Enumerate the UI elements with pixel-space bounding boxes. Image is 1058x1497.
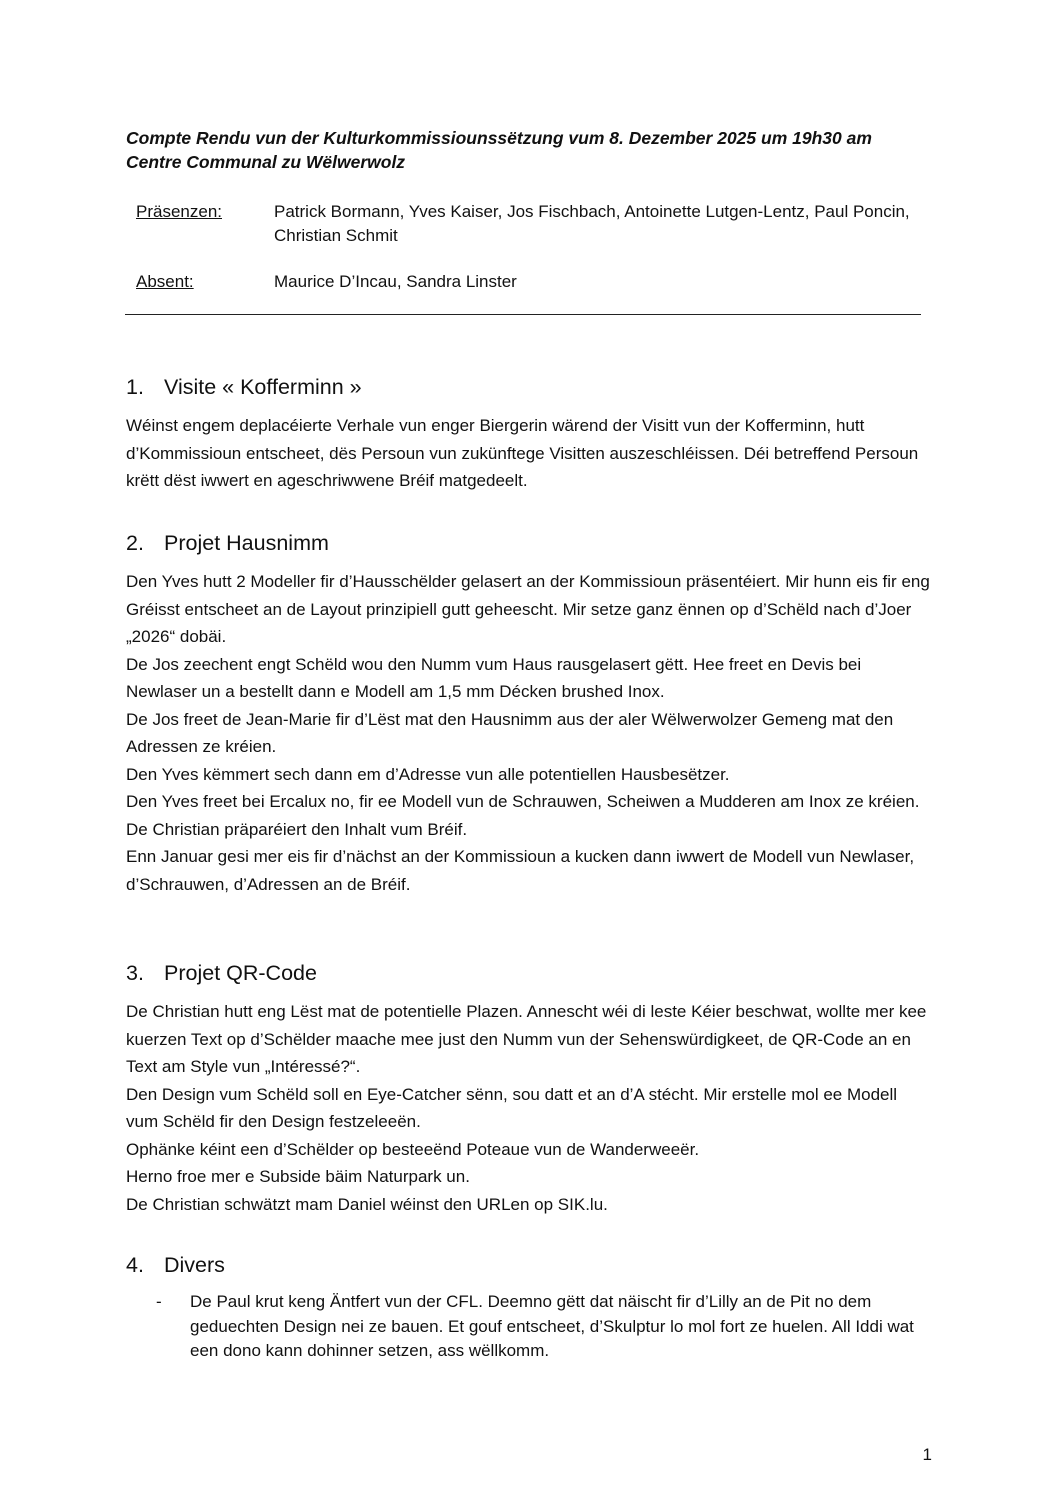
attendance-absent-row <box>126 270 926 294</box>
paragraph: De Christian hutt eng Lëst mat de potentielle Plazen. Annescht wéi di leste Kéier beschwat, wollte mer kee kuerzen Text op d’Schëlder maache mee just den Numm vun der Sehenswürdigkeet, de QR-Code an en Text am Style vun „Intéressé?“. <box>126 1002 927 1076</box>
section-heading <box>126 958 932 988</box>
attendance-absent-label: Absent: <box>136 272 194 291</box>
attendance-present-value: Patrick Bormann, Yves Kaiser, Jos Fischbach, Antoinette Lutgen-Lentz, Paul Poncin, Christian Schmit <box>274 202 910 245</box>
section-heading <box>126 528 932 558</box>
paragraph: Wéinst engem deplacéierte Verhale vun enger Biergerin wärend der Visitt vun der Kofferminn, hutt d’Kommissioun entscheet, dës Persoun vun zukünftege Visitten auszeschléissen. Déi betreffend Persoun krëtt dëst iwwert en ageschriwwene Bréif matgedeelt. <box>126 416 919 490</box>
paragraph: De Christian schwätzt mam Daniel wéinst den URLen op SIK.lu. <box>126 1194 608 1214</box>
header-divider <box>125 314 921 315</box>
list-item <box>156 1290 932 1364</box>
list-item-text: De Paul krut keng Äntfert vun der CFL. Deemno gëtt dat näischt fir d’Lilly an de Pit no dem geduechten Design nei ze bauen. Et gouf entscheet, d’Skulptur lo mol fort ze huelen. All Iddi wat een dono kann dohinner setzen, ass wëllkomm. <box>190 1292 914 1360</box>
paragraph: Den Yves freet bei Ercalux no, fir ee Modell vun de Schrauwen, Scheiwen a Mudderen am Inox ze kréien. <box>126 792 920 811</box>
section-title: Projet Hausnimm <box>164 531 329 555</box>
attendance-present-row <box>126 200 926 248</box>
paragraph: De Christian präparéiert den Inhalt vum Bréif. <box>126 819 468 839</box>
document-title: Compte Rendu vun der Kulturkommissiounssëtzung vum 8. Dezember 2025 um 19h30 am Centre Communal zu Wëlwerwolz <box>126 128 872 172</box>
attendance-present-label: Präsenzen: <box>136 202 222 221</box>
section-title: Divers <box>164 1253 225 1277</box>
section-visite-kofferminn <box>126 372 932 495</box>
section-divers <box>126 1250 932 1364</box>
section-number: 4. <box>126 1253 144 1277</box>
section-projet-qr-code <box>126 958 932 1218</box>
section-heading <box>126 372 932 402</box>
section-title: Projet QR-Code <box>164 961 317 985</box>
attendance-table <box>126 200 926 294</box>
section-number: 1. <box>126 375 144 399</box>
paragraph: Herno froe mer e Subside bäim Naturpark un. <box>126 1167 470 1186</box>
paragraph: Den Yves hutt 2 Modeller fir d’Hausschëlder gelasert an der Kommissioun präsentéiert. Mir hunn eis fir eng Gréisst entscheet an de Layout prinzipiell gutt geheescht. Mir setze ganz ënnen op d’Schëld nach d’Joer „2026“ dobäi. <box>126 572 930 646</box>
section-number: 3. <box>126 961 144 985</box>
section-number: 2. <box>126 531 144 555</box>
section-title: Visite « Kofferminn » <box>164 375 362 399</box>
paragraph: De Jos freet de Jean-Marie fir d’Lëst mat den Hausnimm aus der aler Wëlwerwolzer Gemeng mat den Adressen ze kréien. <box>126 709 894 756</box>
section-heading <box>126 1250 932 1280</box>
attendance-absent-value: Maurice D’Incau, Sandra Linster <box>274 272 517 291</box>
paragraph: Den Design vum Schëld soll en Eye-Catcher sënn, sou datt et an d’A stécht. Mir erstelle mol ee Modell vum Schëld fir den Design festzeleeën. <box>126 1084 898 1131</box>
section-projet-hausnimm <box>126 528 932 898</box>
paragraph: Den Yves këmmert sech dann em d’Adresse vun alle potentiellen Hausbesëtzer. <box>126 764 730 784</box>
bullet-marker: - <box>156 1292 162 1311</box>
paragraph: De Jos zeechent engt Schëld wou den Numm vum Haus rausgelasert gëtt. Hee freet en Devis bei Newlaser un a bestellt dann e Modell am 1,5 mm Décken brushed Inox. <box>126 654 862 701</box>
paragraph: Enn Januar gesi mer eis fir d’nächst an der Kommissioun a kucken dann iwwert de Modell vun Newlaser, d’Schrauwen, d’Adressen an de Bréif. <box>126 847 915 894</box>
page-number: 1 <box>922 1445 932 1464</box>
paragraph: Ophänke kéint een d’Schëlder op besteeënd Poteaue vun de Wanderweeër. <box>126 1139 700 1159</box>
bullet-list <box>126 1290 932 1364</box>
